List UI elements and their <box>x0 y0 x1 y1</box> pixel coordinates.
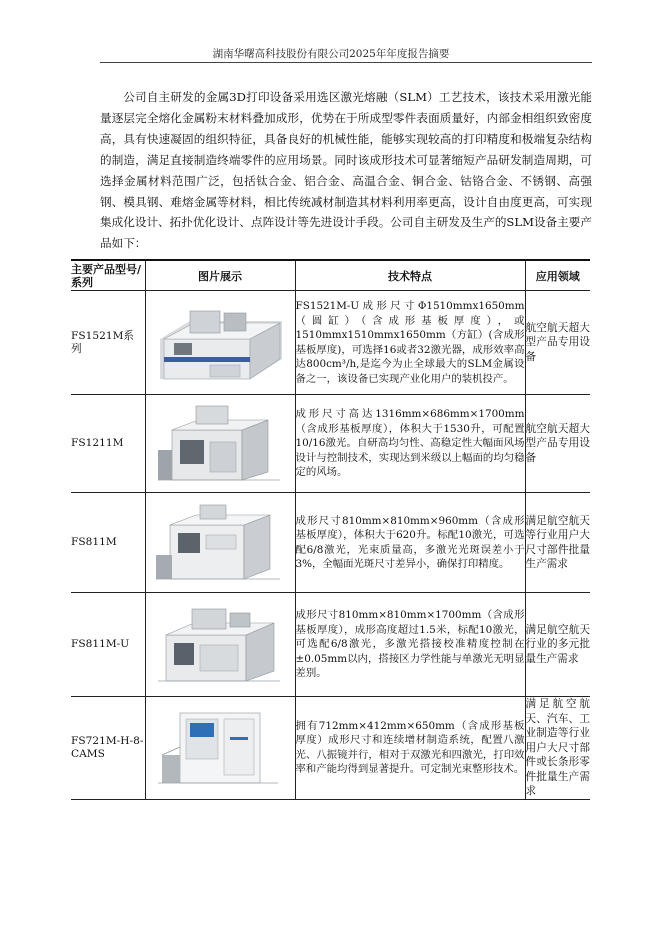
row-application: 航空航天超大型产品专用设备 <box>525 395 590 493</box>
machine-image-fs811m-u <box>145 593 295 697</box>
report-header: 湖南华曙高科技股份有限公司2025年年度报告摘要 <box>212 48 450 60</box>
header-tech: 技术特点 <box>295 260 525 291</box>
row-tech: 拥有712mm×412mm×650mm（含成形基板厚度）成形尺寸和连续增材制造系统，配置八激光、八振镜并行，相对于双激光和四激光，打印效率和产能均得到显著提升。可定制光束整形技术。 <box>295 697 525 800</box>
intro-paragraph: 公司自主研发的金属3D打印设备采用选区激光熔融（SLM）工艺技术，该技术采用激光能量逐层完全熔化金属粉末材料叠加成形，优势在于所成型零件表面质量好，内部金相组织致密度高，具有快速凝固的组织特征，具备良好的机械性能，能够实现较高的打印精度和极端复杂结构的制造，满足直接制造终端零件的应用场景。同时该成形技术可显著缩短产品研发制造周期，可选择金属材料范围广泛，包括钛合金、铝合金、高温合金、铜合金、钴铬合金、不锈钢、高强钢、模具钢、难熔金属等材料，相比传统减材制造其材料利用率更高，设计自由度更高，可实现集成化设计、拓扑优化设计、点阵设计等先进设计手段。公司自主研发及生产的SLM设备主要产品如下： <box>100 90 592 251</box>
row-application: 满足航空航天行业的多元批量生产需求 <box>525 593 590 697</box>
machine-image-fs811m <box>145 493 295 593</box>
row-model: FS811M <box>71 493 145 593</box>
table-row <box>71 395 590 493</box>
header-application: 应用领域 <box>525 260 590 291</box>
table-row <box>71 697 590 800</box>
row-tech: 成形尺寸810mm×810mm×960mm（含成形基板厚度），体积大于620升。标配10激光，可选配6/8激光，光束质量高，多激光光斑误差小于3%，全幅面光斑尺寸差异小，确保打印精度。 <box>295 493 525 593</box>
header-image: 图片展示 <box>145 260 295 291</box>
table-row <box>71 593 590 697</box>
row-model: FS1211M <box>71 395 145 493</box>
header-divider <box>100 62 592 63</box>
machine-image-fs1521m <box>145 291 295 395</box>
row-application: 满足航空航天等行业用户大尺寸部件批量生产需求 <box>525 493 590 593</box>
machine-image-fs721m <box>145 697 295 800</box>
row-model: FS811M-U <box>71 593 145 697</box>
row-application: 航空航天超大型产品专用设备 <box>525 291 590 395</box>
row-tech: 成形尺寸810mm×810mm×1700mm（含成形基板厚度），成形高度超过1.5米，标配10激光，可选配6/8激光，多激光搭接校准精度控制在±0.05mm以内，搭接区力学性能与单激光无明显差别。 <box>295 593 525 697</box>
row-application: 满足航空航天、汽车、工业制造等行业用户大尺寸部件或长条形零件批量生产需求 <box>525 698 590 797</box>
machine-image-fs1211m <box>145 395 295 493</box>
product-table <box>71 259 590 800</box>
header-model: 主要产品型号/系列 <box>71 260 145 291</box>
table-row <box>71 291 590 395</box>
table-row <box>71 493 590 593</box>
table-header-row <box>71 260 590 291</box>
row-model: FS721M-H-8-CAMS <box>71 697 145 800</box>
row-tech: 成形尺寸高达1316mm×686mm×1700mm（含成形基板厚度），体积大于1530升，可配置10/16激光。自研高均匀性、高稳定性大幅面风场设计与控制技术，实现达到米级以上幅面的均匀稳定的风场。 <box>295 395 525 493</box>
row-model: FS1521M系列 <box>71 291 145 395</box>
row-tech: FS1521M-U成形尺寸Φ1510mmx1650mm（圆缸）（含成形基板厚度），或1510mmx1510mmx1650mm（方缸）(含成形基板厚度)，可选择16或者32激光器，成形效率高达800cm³/h,是迄今为止全球最大的SLM金属设备之一，该设备已实现产业化用户的装机投产。 <box>295 291 525 395</box>
